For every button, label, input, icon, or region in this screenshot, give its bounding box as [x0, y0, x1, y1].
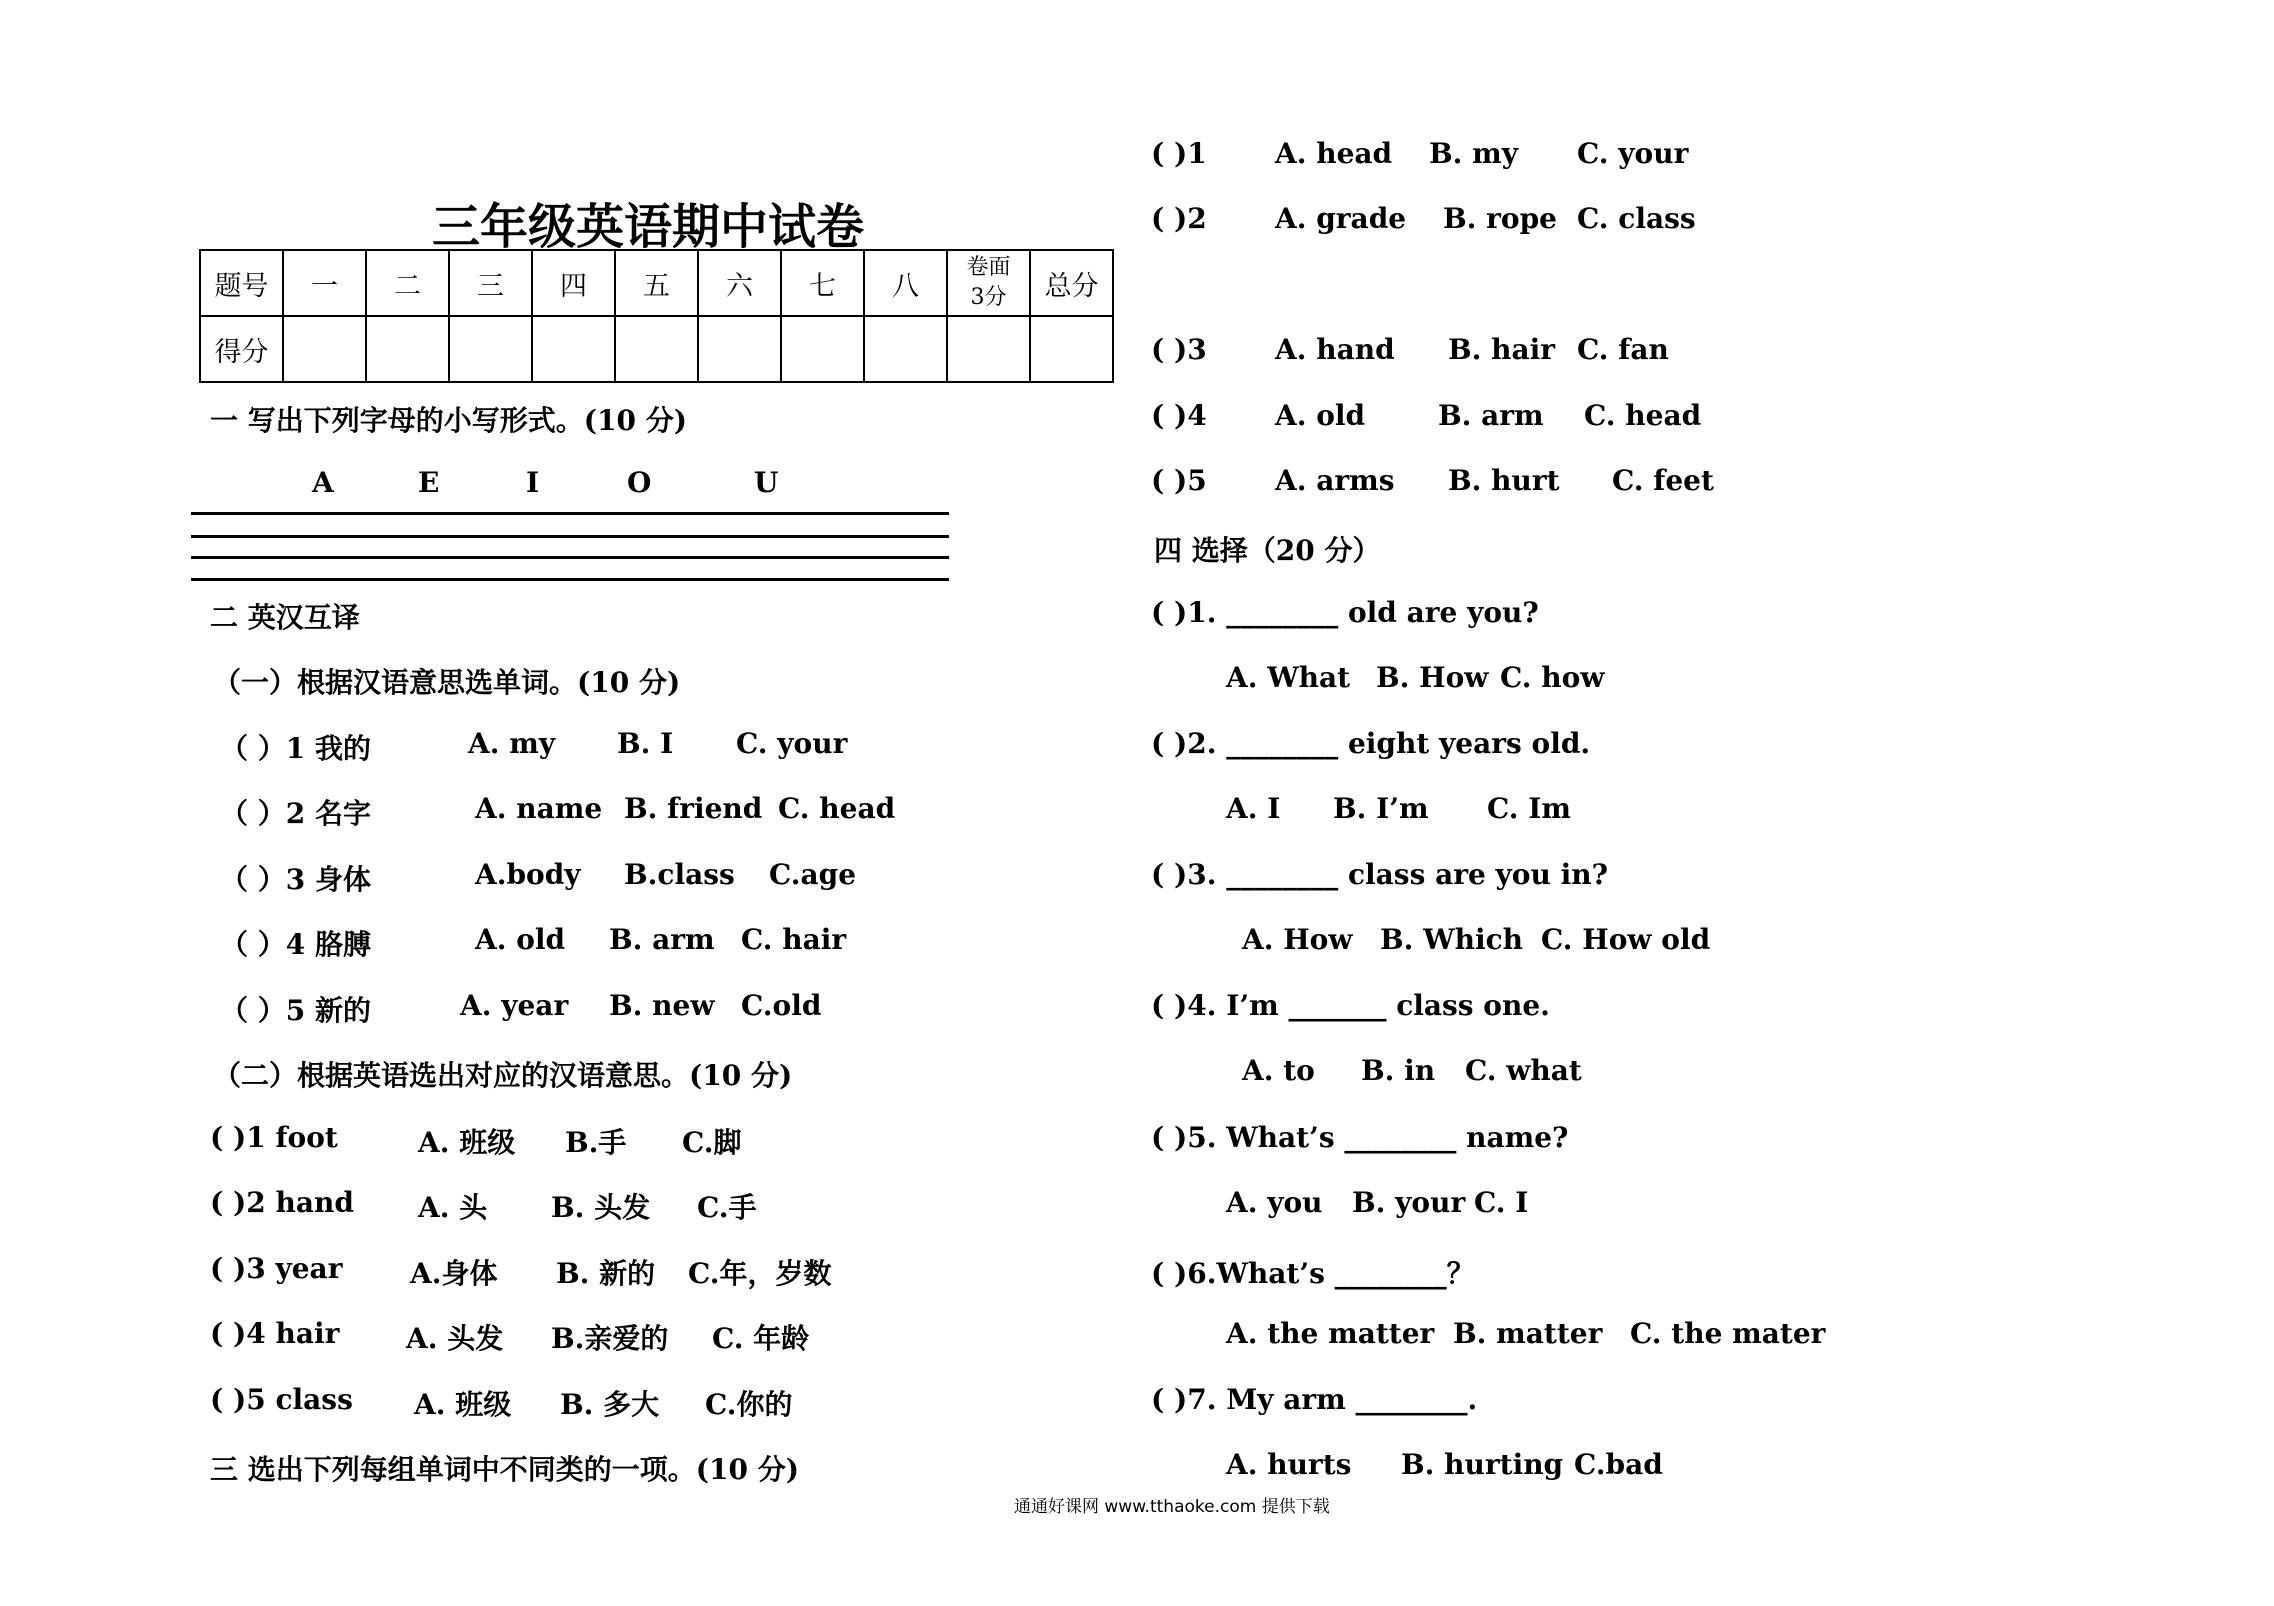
option-c: C.bad [1574, 1448, 1663, 1481]
option-a: A. hand [1275, 333, 1395, 366]
question: ( )5. What’s ________ name? [1151, 1121, 1569, 1154]
table-cell: 三 [449, 250, 532, 316]
question-number: ( )3 [1151, 333, 1207, 366]
option-c: C. feet [1612, 464, 1714, 497]
table-cell: 二 [366, 250, 449, 316]
option-c: C.脚 [682, 1126, 742, 1159]
option-c: C. head [778, 792, 896, 825]
option-b: B. new [609, 989, 715, 1022]
question: ( )6.What’s ________？ [1151, 1257, 1475, 1290]
option-c: C. hair [741, 923, 847, 956]
option-c: C. How old [1541, 923, 1711, 956]
option-a: A. my [468, 727, 556, 760]
option-a: A. hurts [1226, 1448, 1352, 1481]
question: ( )4. I’m _______ class one. [1151, 989, 1550, 1022]
table-cell: 四 [532, 250, 615, 316]
question-number: ( )1 foot [210, 1121, 338, 1154]
option-b: B. hurt [1448, 464, 1560, 497]
score-cell[interactable] [864, 316, 947, 382]
option-a: A. name [475, 792, 603, 825]
question-number: ( )5 class [210, 1383, 353, 1416]
option-c: C.你的 [705, 1388, 793, 1421]
writing-line[interactable] [191, 535, 949, 538]
option-b: B. 头发 [551, 1191, 651, 1224]
option-b: B.class [624, 858, 735, 891]
section-1-heading: 一 写出下列字母的小写形式。(10 分) [210, 404, 687, 437]
option-b: B. 多大 [560, 1388, 660, 1421]
score-table [199, 249, 1114, 383]
question-number: ( )4 hair [210, 1317, 340, 1350]
score-table-header-row [200, 250, 1113, 316]
option-a: A. to [1242, 1054, 1315, 1087]
letter: I [526, 466, 540, 499]
option-a: A. grade [1275, 202, 1407, 235]
option-b: B.手 [565, 1126, 627, 1159]
score-cell[interactable] [449, 316, 532, 382]
table-cell: 五 [615, 250, 698, 316]
option-c: C.手 [697, 1191, 757, 1224]
question-number: （ ）1 我的 [220, 732, 371, 765]
writing-line[interactable] [191, 578, 949, 581]
question-number: ( )4 [1151, 399, 1207, 432]
option-c: C. class [1577, 202, 1696, 235]
option-a: A. 班级 [414, 1388, 512, 1421]
score-table-score-row [200, 316, 1113, 382]
section-2-heading: 二 英汉互译 [210, 601, 360, 634]
option-c: C. your [736, 727, 848, 760]
option-a: A. the matter [1226, 1317, 1435, 1350]
option-b: B. 新的 [556, 1257, 656, 1290]
option-b: B. arm [1438, 399, 1544, 432]
table-cell: 卷面 3分 [947, 250, 1030, 316]
option-c: C. what [1465, 1054, 1582, 1087]
footer-source: 通通好课网 www.tthaoke.com 提供下载 [1014, 1497, 1330, 1517]
option-b: B. your [1352, 1186, 1466, 1219]
option-a: A. year [460, 989, 569, 1022]
option-c: C. 年龄 [712, 1322, 810, 1355]
question-number: ( )2 hand [210, 1186, 354, 1219]
option-a: A. 头发 [406, 1322, 504, 1355]
option-c: C. head [1584, 399, 1702, 432]
letter: E [418, 466, 440, 499]
question: ( )2. ________ eight years old. [1151, 727, 1591, 760]
section-4-heading: 四 选择（20 分） [1154, 534, 1381, 567]
option-c: C.age [769, 858, 857, 891]
question-number: （ ）4 胳膊 [220, 928, 371, 961]
option-c: C.年，岁数 [688, 1257, 832, 1290]
question-number: ( )2 [1151, 202, 1207, 235]
question-number: ( )5 [1151, 464, 1207, 497]
score-cell[interactable] [532, 316, 615, 382]
option-b: B. friend [624, 792, 763, 825]
table-cell: 总分 [1030, 250, 1113, 316]
option-b: B. I [617, 727, 674, 760]
option-c: C. the mater [1630, 1317, 1826, 1350]
option-c: C. fan [1577, 333, 1669, 366]
option-a: A.身体 [410, 1257, 498, 1290]
letter: U [754, 466, 779, 499]
table-cell: 一 [283, 250, 366, 316]
section-2-part2-heading: （二）根据英语选出对应的汉语意思。(10 分) [213, 1059, 793, 1092]
option-b: B. rope [1443, 202, 1557, 235]
option-c: C.old [741, 989, 822, 1022]
table-cell: 题号 [200, 250, 283, 316]
option-a: A. old [1275, 399, 1366, 432]
score-cell[interactable] [1030, 316, 1113, 382]
option-a: A. How [1242, 923, 1353, 956]
question: ( )7. My arm ________. [1151, 1383, 1478, 1416]
option-a: A. 班级 [418, 1126, 516, 1159]
option-b: B. in [1361, 1054, 1436, 1087]
score-cell[interactable] [615, 316, 698, 382]
letter: O [627, 466, 652, 499]
writing-line[interactable] [191, 512, 949, 515]
question: ( )1. ________ old are you? [1151, 596, 1539, 629]
question: ( )3. ________ class are you in? [1151, 858, 1608, 891]
option-b: B. my [1429, 137, 1519, 170]
option-b: B. hurting [1401, 1448, 1564, 1481]
table-cell: 七 [781, 250, 864, 316]
score-cell[interactable] [781, 316, 864, 382]
option-b: B.亲爱的 [551, 1322, 669, 1355]
option-c: C. Im [1487, 792, 1572, 825]
table-cell: 八 [864, 250, 947, 316]
option-b: B. How [1376, 661, 1489, 694]
question-number: （ ）2 名字 [220, 797, 371, 830]
option-a: A. I [1226, 792, 1281, 825]
score-cell[interactable] [698, 316, 781, 382]
question-number: （ ）5 新的 [220, 994, 371, 1027]
question-number: （ ）3 身体 [220, 863, 371, 896]
table-cell: 六 [698, 250, 781, 316]
option-c: C. your [1577, 137, 1689, 170]
option-b: B. I’m [1333, 792, 1429, 825]
option-a: A. What [1226, 661, 1351, 694]
score-cell[interactable] [947, 316, 1030, 382]
page-title: 三年级英语期中试卷 [432, 199, 865, 255]
option-a: A.body [475, 858, 581, 891]
option-b: B. hair [1448, 333, 1556, 366]
option-c: C. how [1500, 661, 1605, 694]
option-a: A. 头 [418, 1191, 488, 1224]
option-a: A. head [1275, 137, 1393, 170]
table-cell: 得分 [200, 316, 283, 382]
writing-line[interactable] [191, 556, 949, 559]
option-b: B. Which [1380, 923, 1524, 956]
option-c: C. I [1474, 1186, 1529, 1219]
question-number: ( )3 year [210, 1252, 343, 1285]
score-cell[interactable] [283, 316, 366, 382]
option-b: B. arm [609, 923, 715, 956]
option-a: A. arms [1275, 464, 1395, 497]
letter: A [312, 466, 334, 499]
section-3-heading: 三 选出下列每组单词中不同类的一项。(10 分) [210, 1453, 799, 1486]
section-2-part1-heading: （一）根据汉语意思选单词。(10 分) [213, 666, 681, 699]
option-a: A. you [1226, 1186, 1323, 1219]
option-b: B. matter [1453, 1317, 1603, 1350]
score-cell[interactable] [366, 316, 449, 382]
option-a: A. old [475, 923, 566, 956]
question-number: ( )1 [1151, 137, 1207, 170]
